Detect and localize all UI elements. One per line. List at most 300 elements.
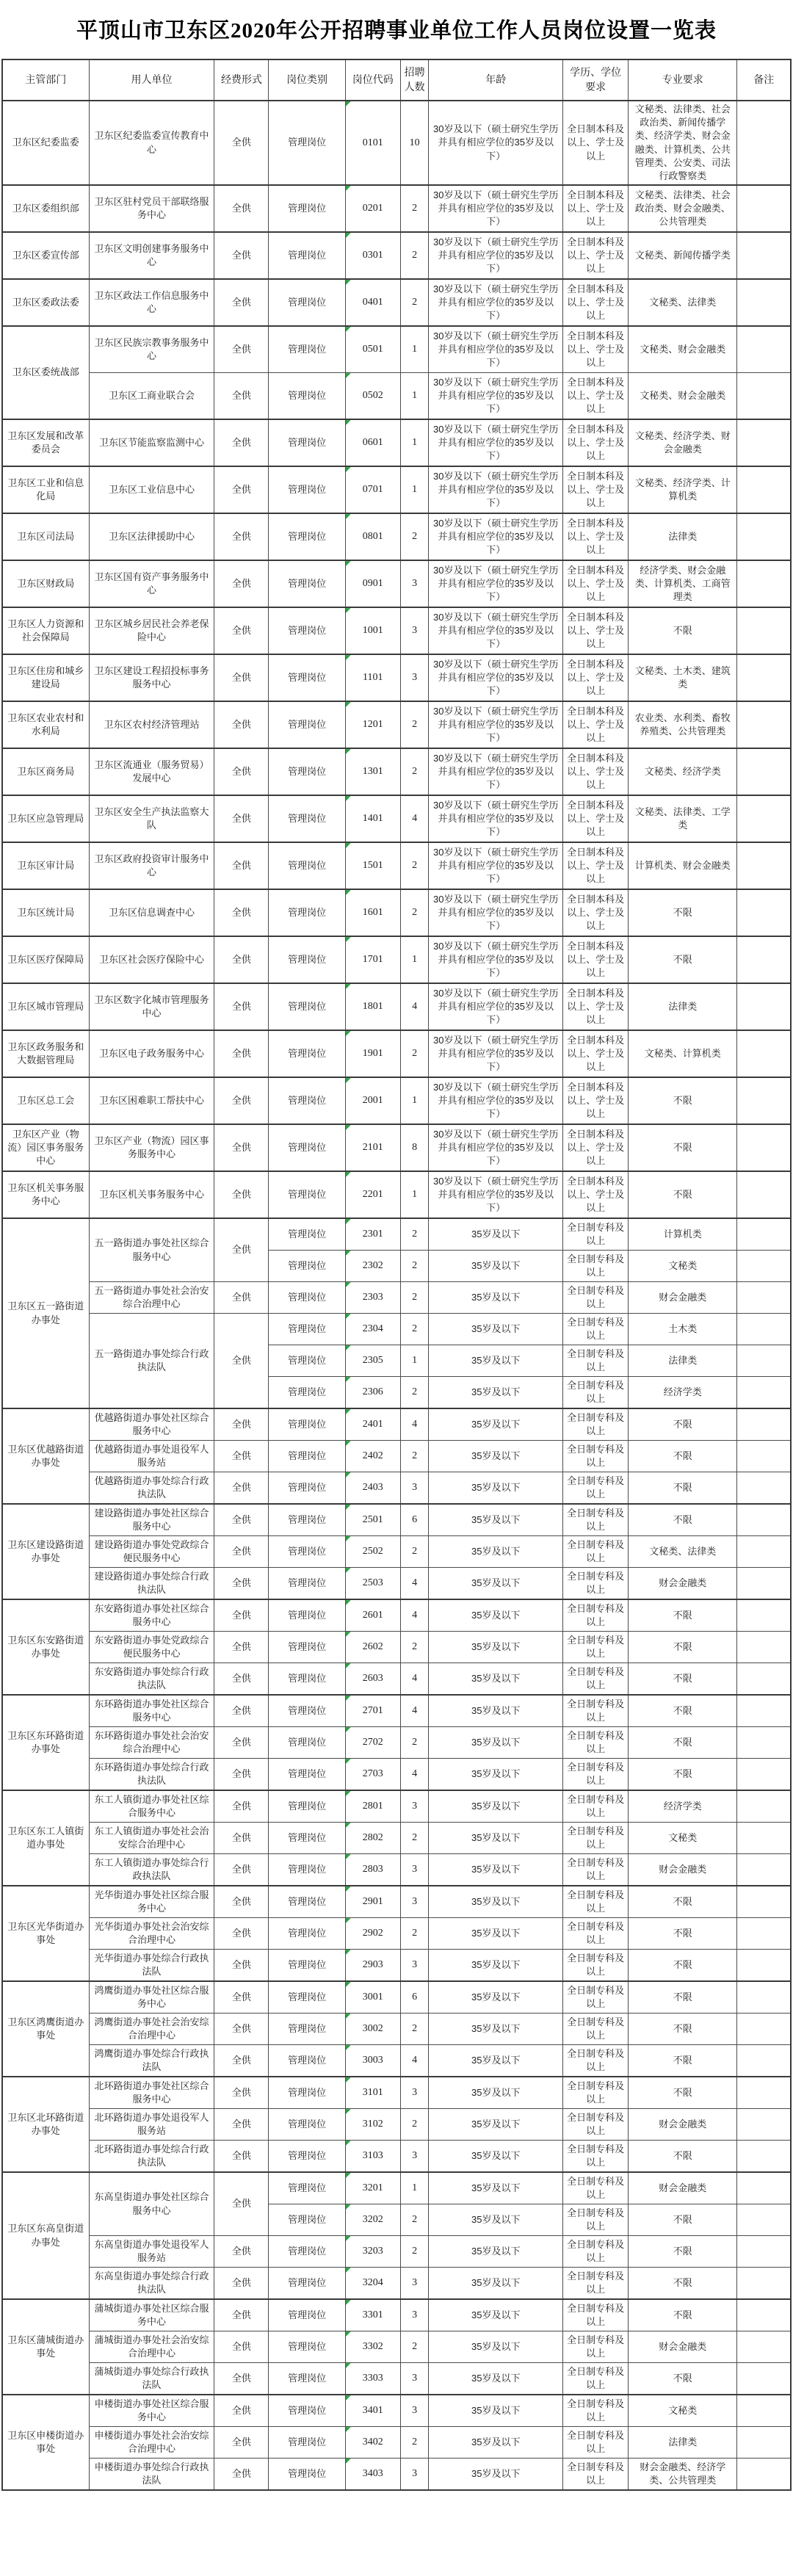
- note-cell: [737, 1218, 791, 1251]
- count-cell: [400, 1472, 429, 1505]
- age-cell: [429, 1536, 563, 1568]
- major-cell-text: 不限: [673, 1736, 692, 1748]
- funding-cell: [214, 279, 269, 326]
- table-row: [2, 2236, 791, 2268]
- code-cell: [345, 936, 400, 983]
- age-cell: [429, 1345, 563, 1377]
- edu-cell: [563, 1568, 629, 1600]
- major-cell-text: 文秘类: [668, 2404, 698, 2416]
- category-cell-text: 管理岗位: [288, 1047, 327, 1059]
- code-cell-text: 3203: [362, 2246, 383, 2257]
- edu-cell-text: 全日制专科及以上: [567, 1538, 625, 1564]
- dept-cell: [2, 748, 89, 795]
- dept-cell: [2, 654, 89, 701]
- age-cell: [429, 2077, 563, 2109]
- edu-cell: [563, 419, 629, 466]
- funding-cell: [214, 1124, 269, 1171]
- major-cell-text: 不限: [673, 2149, 692, 2161]
- table-row: [2, 1124, 791, 1171]
- unit-cell: [89, 2045, 214, 2077]
- count-cell-text: 2: [412, 2246, 418, 2257]
- category-cell: [269, 513, 345, 560]
- code-cell-text: 1001: [362, 625, 383, 637]
- count-cell: [400, 1663, 429, 1696]
- age-cell-text: 35岁及以下: [471, 2467, 521, 2479]
- edu-cell: [563, 2172, 629, 2204]
- code-cell-text: 0501: [362, 344, 383, 355]
- funding-cell: [214, 1695, 269, 1727]
- code-cell-text: 2302: [362, 1260, 383, 1272]
- code-cell-text: 0101: [362, 137, 383, 148]
- note-cell: [737, 1314, 791, 1345]
- major-cell: [629, 2395, 737, 2427]
- unit-cell: [89, 2459, 214, 2491]
- major-cell-text: 文秘类: [668, 1831, 698, 1843]
- note-cell: [737, 1950, 791, 1982]
- code-cell: [345, 1472, 400, 1505]
- category-cell-text: 管理岗位: [288, 1609, 327, 1621]
- code-cell-text: 2603: [362, 1673, 383, 1685]
- table-row: [2, 1790, 791, 1823]
- funding-cell: [214, 185, 269, 232]
- unit-cell: [89, 1218, 214, 1282]
- major-cell: [629, 748, 737, 795]
- note-cell: [737, 842, 791, 889]
- category-cell: [269, 2109, 345, 2141]
- age-cell: [429, 1568, 563, 1600]
- count-cell-text: 1: [412, 954, 418, 966]
- note-cell: [737, 1377, 791, 1409]
- code-cell: [345, 654, 400, 701]
- dept-cell: [2, 1886, 89, 1981]
- code-cell-text: 2701: [362, 1705, 383, 1717]
- edu-cell-text: 全日制本科及以上、学士及以上: [567, 123, 625, 162]
- count-cell: [400, 1408, 429, 1441]
- table-row: [2, 1536, 791, 1568]
- dept-cell: [2, 1408, 89, 1504]
- dept-cell-text: 卫东区发展和改革委员会: [7, 430, 84, 455]
- category-cell: [269, 1663, 345, 1696]
- excel-flag-icon: [346, 1791, 351, 1796]
- category-cell: [269, 419, 345, 466]
- age-cell-text: 35岁及以下: [471, 1895, 521, 1907]
- note-cell: [737, 1251, 791, 1282]
- unit-cell-text: 申楼街道办事处社会治安综合治理中心: [94, 2429, 209, 2455]
- edu-cell: [563, 2299, 629, 2331]
- funding-cell: [214, 1077, 269, 1124]
- edu-cell-text: 全日制专科及以上: [567, 1379, 625, 1405]
- unit-cell: [89, 1030, 214, 1077]
- note-cell: [737, 2109, 791, 2141]
- count-cell-text: 3: [412, 2087, 418, 2099]
- dept-cell-text: 卫东区东安路街道办事处: [7, 1634, 84, 1660]
- edu-cell: [563, 373, 629, 420]
- category-cell-text: 管理岗位: [288, 1450, 327, 1461]
- funding-cell: [214, 1950, 269, 1982]
- major-cell: [629, 1790, 737, 1823]
- funding-cell: [214, 1171, 269, 1218]
- edu-cell-text: 全日制专科及以上: [567, 1984, 625, 2010]
- count-cell-text: 2: [412, 531, 418, 543]
- unit-cell: [89, 2109, 214, 2141]
- age-cell: [429, 1504, 563, 1536]
- funding-cell: [214, 1408, 269, 1441]
- category-cell-text: 管理岗位: [288, 1991, 327, 2002]
- funding-cell-text: 全供: [231, 1736, 251, 1748]
- code-cell: [345, 1727, 400, 1759]
- age-cell-text: 35岁及以下: [471, 1577, 521, 1588]
- age-cell: [429, 1314, 563, 1345]
- category-cell: [269, 1218, 345, 1251]
- count-cell-text: 4: [412, 813, 418, 825]
- table-row: [2, 2395, 791, 2427]
- unit-cell-text: 光华街道办事处社区综合服务中心: [94, 1889, 209, 1914]
- edu-cell: [563, 1441, 629, 1472]
- funding-cell: [214, 1854, 269, 1886]
- edu-cell-text: 全日制本科及以上、学士及以上: [567, 846, 625, 885]
- major-cell: [629, 1823, 737, 1854]
- note-cell: [737, 279, 791, 326]
- funding-cell-text: 全供: [231, 1577, 251, 1588]
- edu-cell-text: 全日制本科及以上、学士及以上: [567, 470, 625, 509]
- dept-cell: [2, 466, 89, 513]
- major-cell-text: 文秘类、计算机类: [644, 1047, 721, 1059]
- edu-cell-text: 全日制本科及以上、学士及以上: [567, 940, 625, 979]
- unit-cell-text: 卫东区国有资产事务服务中心: [94, 571, 209, 596]
- major-cell-text: 文秘类、法律类、工学类: [634, 806, 731, 831]
- count-cell: [400, 1077, 429, 1124]
- code-cell: [345, 101, 400, 185]
- code-cell: [345, 560, 400, 607]
- unit-cell-text: 光华街道办事处综合行政执法队: [94, 1952, 209, 1978]
- table-row: [2, 1981, 791, 2014]
- age-cell: [429, 2395, 563, 2427]
- dept-cell: [2, 1504, 89, 1599]
- age-cell-text: 30岁及以下（硕士研究生学历并具有相应学位的35岁及以下）: [433, 987, 559, 1026]
- age-cell: [429, 185, 563, 232]
- table-row: [2, 466, 791, 513]
- dept-cell-text: 卫东区农业农村和水利局: [7, 712, 84, 737]
- count-cell: [400, 2427, 429, 2459]
- dept-cell: [2, 2299, 89, 2395]
- funding-cell: [214, 795, 269, 842]
- edu-cell: [563, 1886, 629, 1918]
- unit-cell-text: 蒲城街道办事处社区综合服务中心: [94, 2302, 209, 2328]
- note-cell: [737, 2014, 791, 2045]
- dept-cell: [2, 185, 89, 232]
- edu-cell: [563, 654, 629, 701]
- note-cell: [737, 1124, 791, 1171]
- age-cell: [429, 101, 563, 185]
- code-cell-text: 2902: [362, 1928, 383, 1939]
- category-cell-text: 管理岗位: [288, 1672, 327, 1684]
- dept-cell-text: 卫东区政务服务和大数据管理局: [7, 1041, 84, 1066]
- count-cell: [400, 2331, 429, 2363]
- count-cell-text: 1: [412, 390, 418, 402]
- excel-flag-icon: [346, 1823, 351, 1828]
- category-cell-text: 管理岗位: [288, 1545, 327, 1557]
- major-cell: [629, 2427, 737, 2459]
- edu-cell: [563, 466, 629, 513]
- code-cell: [345, 1030, 400, 1077]
- unit-cell: [89, 2141, 214, 2173]
- edu-cell-text: 全日制专科及以上: [567, 1316, 625, 1342]
- dept-cell-text: 卫东区优越路街道办事处: [7, 1443, 84, 1469]
- dept-cell: [2, 607, 89, 654]
- funding-cell: [214, 2331, 269, 2363]
- count-cell: [400, 1504, 429, 1536]
- edu-cell: [563, 2109, 629, 2141]
- funding-cell: [214, 1790, 269, 1823]
- unit-cell: [89, 373, 214, 420]
- table-row: [2, 1695, 791, 1727]
- code-cell-text: 2301: [362, 1229, 383, 1240]
- unit-cell: [89, 1472, 214, 1505]
- edu-cell: [563, 1950, 629, 1982]
- code-cell-text: 1401: [362, 813, 383, 825]
- count-cell-text: 8: [412, 1142, 418, 1154]
- note-cell: [737, 373, 791, 420]
- excel-flag-icon: [346, 1568, 351, 1573]
- category-cell-text: 管理岗位: [288, 1354, 327, 1366]
- count-cell: [400, 1218, 429, 1251]
- edu-cell-text: 全日制本科及以上、学士及以上: [567, 189, 625, 228]
- code-cell: [345, 1377, 400, 1409]
- category-cell: [269, 1759, 345, 1791]
- unit-cell-text: 蒲城街道办事处社会治安综合治理中心: [94, 2334, 209, 2359]
- count-cell-text: 2: [412, 1292, 418, 1303]
- code-cell: [345, 2331, 400, 2363]
- funding-cell-text: 全供: [231, 1188, 251, 1200]
- edu-cell-text: 全日制本科及以上、学士及以上: [567, 330, 625, 369]
- excel-flag-icon: [346, 1219, 351, 1224]
- major-cell-text: 文秘类: [668, 1259, 698, 1271]
- code-cell: [345, 373, 400, 420]
- dept-cell-text: 卫东区北环路街道办事处: [7, 2111, 84, 2137]
- count-cell-text: 1: [412, 484, 418, 496]
- count-cell-text: 2: [412, 1641, 418, 1653]
- code-cell: [345, 1695, 400, 1727]
- age-cell: [429, 2363, 563, 2395]
- major-cell-text: 不限: [673, 1481, 692, 1493]
- category-cell: [269, 1950, 345, 1982]
- unit-cell-text: 卫东区信息调查中心: [109, 906, 195, 918]
- table-row: [2, 1218, 791, 1251]
- count-cell: [400, 2363, 429, 2395]
- funding-cell: [214, 2172, 269, 2236]
- note-cell: [737, 419, 791, 466]
- count-cell-text: 3: [412, 2309, 418, 2321]
- category-cell-text: 管理岗位: [288, 1863, 327, 1875]
- category-cell: [269, 2045, 345, 2077]
- unit-cell: [89, 1854, 214, 1886]
- major-cell-text: 文秘类、新闻传播学类: [634, 249, 731, 261]
- unit-cell: [89, 748, 214, 795]
- age-cell: [429, 1377, 563, 1409]
- funding-cell-text: 全供: [231, 1047, 251, 1059]
- edu-cell-text: 全日制本科及以上、学士及以上: [567, 893, 625, 932]
- major-cell-text: 文秘类、经济学类、财会金融类: [634, 430, 731, 455]
- age-cell: [429, 607, 563, 654]
- major-cell: [629, 1282, 737, 1314]
- excel-flag-icon: [346, 608, 351, 613]
- code-cell: [345, 983, 400, 1030]
- note-cell: [737, 2459, 791, 2491]
- funding-cell-text: 全供: [231, 1958, 251, 1970]
- count-cell-text: 4: [412, 1705, 418, 1717]
- dept-cell-text: 卫东区鸿鹰街道办事处: [7, 2016, 84, 2041]
- dept-cell-text: 卫东区委宣传部: [12, 249, 79, 261]
- category-cell: [269, 1124, 345, 1171]
- excel-flag-icon: [346, 186, 351, 191]
- funding-cell-text: 全供: [231, 1545, 251, 1557]
- table-row: [2, 607, 791, 654]
- unit-cell-text: 建设路街道办事处综合行政执法队: [94, 1570, 209, 1596]
- edu-cell: [563, 279, 629, 326]
- category-cell: [269, 1695, 345, 1727]
- excel-flag-icon: [346, 2459, 351, 2464]
- code-cell: [345, 232, 400, 279]
- major-cell-text: 法律类: [668, 2436, 698, 2447]
- count-cell-text: 4: [412, 1610, 418, 1621]
- unit-cell: [89, 1918, 214, 1950]
- note-cell: [737, 2141, 791, 2173]
- funding-cell: [214, 373, 269, 420]
- edu-cell: [563, 1599, 629, 1632]
- dept-cell-text: 卫东区光华街道办事处: [7, 1920, 84, 1946]
- age-cell: [429, 2014, 563, 2045]
- edu-cell: [563, 1790, 629, 1823]
- age-cell: [429, 2331, 563, 2363]
- code-cell-text: 3301: [362, 2309, 383, 2321]
- excel-flag-icon: [346, 1345, 351, 1350]
- edu-cell: [563, 1663, 629, 1696]
- edu-cell-text: 全日制专科及以上: [567, 1698, 625, 1723]
- table-row: [2, 748, 791, 795]
- code-cell: [345, 1823, 400, 1854]
- code-cell-text: 2903: [362, 1959, 383, 1971]
- unit-cell: [89, 560, 214, 607]
- note-cell: [737, 1790, 791, 1823]
- code-cell-text: 3403: [362, 2468, 383, 2480]
- age-cell: [429, 279, 563, 326]
- age-cell-text: 30岁及以下（硕士研究生学历并具有相应学位的35岁及以下）: [433, 799, 559, 838]
- code-cell-text: 2402: [362, 1450, 383, 1462]
- funding-cell-text: 全供: [231, 389, 251, 401]
- category-cell-text: 管理岗位: [288, 137, 327, 148]
- unit-cell-text: 东工人镇街道办事处综合行政执法队: [94, 1856, 209, 1882]
- code-cell: [345, 513, 400, 560]
- age-cell: [429, 1727, 563, 1759]
- table-row: [2, 1727, 791, 1759]
- count-cell-text: 2: [412, 2341, 418, 2353]
- code-cell-text: 2304: [362, 1323, 383, 1335]
- age-cell-text: 35岁及以下: [471, 1800, 521, 1812]
- count-cell-text: 2: [412, 2436, 418, 2448]
- unit-cell: [89, 2236, 214, 2268]
- age-cell-text: 35岁及以下: [471, 1958, 521, 1970]
- category-cell: [269, 560, 345, 607]
- age-cell: [429, 1981, 563, 2014]
- category-cell-text: 管理岗位: [288, 530, 327, 542]
- category-cell: [269, 2077, 345, 2109]
- count-cell-text: 2: [412, 1048, 418, 1060]
- funding-cell-text: 全供: [231, 765, 251, 777]
- edu-cell-text: 全日制专科及以上: [567, 2429, 625, 2455]
- funding-cell: [214, 2109, 269, 2141]
- age-cell-text: 35岁及以下: [471, 1291, 521, 1303]
- age-cell: [429, 1886, 563, 1918]
- category-cell-text: 管理岗位: [288, 249, 327, 261]
- category-cell: [269, 1632, 345, 1663]
- table-row: [2, 1171, 791, 1218]
- excel-flag-icon: [346, 655, 351, 660]
- count-cell-text: 1: [412, 437, 418, 449]
- age-cell: [429, 2459, 563, 2491]
- category-cell: [269, 1377, 345, 1409]
- code-cell-text: 2305: [362, 1355, 383, 1367]
- code-cell-text: 0701: [362, 484, 383, 496]
- age-cell: [429, 2172, 563, 2204]
- age-cell-text: 35岁及以下: [471, 1259, 521, 1271]
- funding-cell-text: 全供: [231, 812, 251, 824]
- funding-cell-text: 全供: [231, 1418, 251, 1430]
- funding-cell-text: 全供: [231, 2198, 251, 2210]
- count-cell-text: 3: [412, 1959, 418, 1971]
- dept-cell-text: 卫东区商务局: [17, 765, 75, 777]
- major-cell: [629, 1345, 737, 1377]
- table-row: [2, 1568, 791, 1600]
- category-cell: [269, 701, 345, 748]
- major-cell-text: 文秘类、经济学类、计算机类: [634, 477, 731, 502]
- category-cell-text: 管理岗位: [288, 1291, 327, 1303]
- category-cell: [269, 1886, 345, 1918]
- dept-cell: [2, 279, 89, 326]
- edu-cell-text: 全日制专科及以上: [567, 1729, 625, 1755]
- note-cell: [737, 101, 791, 185]
- edu-cell-text: 全日制专科及以上: [567, 1825, 625, 1850]
- age-cell-text: 30岁及以下（硕士研究生学历并具有相应学位的35岁及以下）: [433, 1175, 559, 1214]
- edu-cell-text: 全日制专科及以上: [567, 2143, 625, 2168]
- code-cell: [345, 1759, 400, 1791]
- note-cell: [737, 1568, 791, 1600]
- age-cell-text: 35岁及以下: [471, 1991, 521, 2002]
- major-cell-text: 文秘类、财会金融类: [640, 389, 726, 401]
- count-cell: [400, 1536, 429, 1568]
- count-cell: [400, 1441, 429, 1472]
- category-cell-text: 管理岗位: [288, 1927, 327, 1939]
- dept-cell: [2, 1599, 89, 1695]
- funding-cell-text: 全供: [231, 1513, 251, 1525]
- age-cell-text: 35岁及以下: [471, 2022, 521, 2034]
- code-cell: [345, 185, 400, 232]
- column-header-9: 备注: [737, 59, 791, 101]
- excel-flag-icon: [346, 101, 351, 106]
- major-cell: [629, 842, 737, 889]
- category-cell-text: 管理岗位: [288, 1768, 327, 1779]
- age-cell-text: 35岁及以下: [471, 1354, 521, 1366]
- category-cell: [269, 1441, 345, 1472]
- excel-flag-icon: [346, 2014, 351, 2019]
- unit-cell-text: 东环路街道办事处社会治安综合治理中心: [94, 1729, 209, 1755]
- funding-cell-text: 全供: [231, 2340, 251, 2352]
- edu-cell: [563, 101, 629, 185]
- major-cell: [629, 2045, 737, 2077]
- excel-flag-icon: [346, 1377, 351, 1382]
- code-cell-text: 2503: [362, 1577, 383, 1589]
- count-cell: [400, 2014, 429, 2045]
- major-cell-text: 不限: [673, 1450, 692, 1461]
